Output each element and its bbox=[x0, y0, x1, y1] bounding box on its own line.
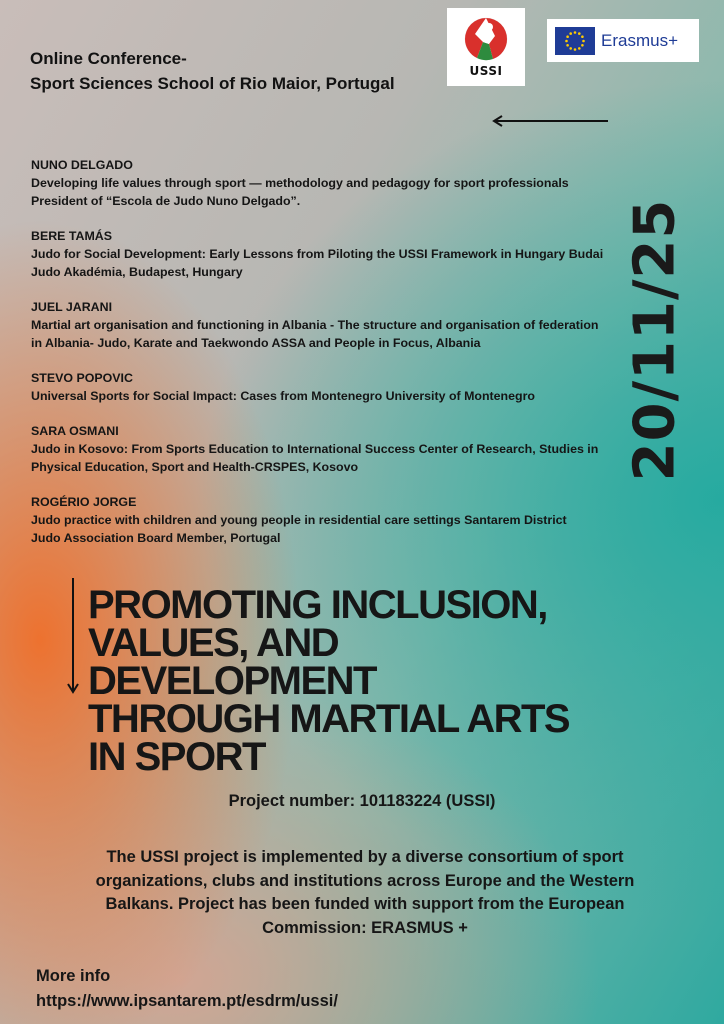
conference-venue: Sport Sciences School of Rio Maior, Portugal bbox=[30, 74, 395, 93]
title-line: IN SPORT bbox=[88, 735, 265, 779]
speaker-affiliation: President of “Escola de Judo Nuno Delgado”. bbox=[31, 194, 301, 208]
speaker-topic: Judo in Kosovo: From Sports Education to International Success Center of Research, Studies in bbox=[31, 442, 599, 456]
title-line: THROUGH MARTIAL ARTS bbox=[88, 697, 570, 741]
speaker-name: ROGÉRIO JORGE bbox=[31, 495, 137, 509]
speaker-affiliation: Judo Akadémia, Budapest, Hungary bbox=[31, 265, 243, 279]
speaker-list bbox=[31, 156, 611, 564]
conference-header bbox=[30, 46, 395, 96]
ussi-emblem-icon bbox=[463, 16, 509, 62]
erasmus-logo-text: Erasmus+ bbox=[601, 30, 678, 50]
speaker-name: JUEL JARANI bbox=[31, 300, 113, 314]
event-title bbox=[88, 583, 570, 779]
speaker-entry bbox=[31, 422, 611, 476]
speaker-topic: Developing life values through sport — methodology and pedagogy for sport professionals bbox=[31, 176, 569, 190]
speaker-name: NUNO DELGADO bbox=[31, 158, 133, 172]
funding-statement bbox=[70, 846, 660, 940]
speaker-name: SARA OSMANI bbox=[31, 424, 119, 438]
erasmus-logo bbox=[547, 19, 699, 62]
speaker-entry bbox=[31, 369, 611, 405]
title-line: PROMOTING INCLUSION, bbox=[88, 583, 547, 627]
speaker-name: STEVO POPOVIC bbox=[31, 371, 133, 385]
project-number: Project number: 101183224 (USSI) bbox=[228, 792, 496, 810]
ussi-logo bbox=[447, 8, 525, 86]
more-info-link[interactable]: https://www.ipsantarem.pt/esdrm/ussi/ bbox=[36, 992, 338, 1010]
title-line: VALUES, AND bbox=[88, 621, 339, 665]
conference-type: Online Conference- bbox=[30, 49, 187, 68]
funding-line: Balkans. Project has been funded with support from the European bbox=[105, 895, 625, 913]
speaker-topic: Martial art organisation and functioning in Albania - The structure and organisation of federation bbox=[31, 318, 599, 332]
speaker-topic: Universal Sports for Social Impact: Cases from Montenegro University of Montenegro bbox=[31, 389, 535, 403]
arrow-left-icon bbox=[490, 114, 610, 128]
event-date: 20/11/25 bbox=[622, 198, 688, 482]
more-info bbox=[36, 964, 338, 1014]
ussi-logo-text: USSI bbox=[469, 64, 503, 78]
speaker-entry bbox=[31, 493, 611, 547]
funding-line: organizations, clubs and institutions across Europe and the Western bbox=[95, 871, 635, 890]
funding-line: Commission: ERASMUS + bbox=[262, 918, 468, 937]
funding-line: The USSI project is implemented by a diverse consortium of sport bbox=[106, 848, 624, 866]
speaker-name: BERE TAMÁS bbox=[31, 229, 112, 243]
title-line: DEVELOPMENT bbox=[88, 659, 376, 703]
speaker-affiliation: in Albania- Judo, Karate and Taekwondo ASSA and People in Focus, Albania bbox=[31, 336, 481, 350]
speaker-topic: Judo practice with children and young people in residential care settings Santarem District bbox=[31, 513, 567, 527]
more-info-label: More info bbox=[36, 967, 111, 985]
speaker-entry bbox=[31, 156, 611, 210]
speaker-affiliation: Physical Education, Sport and Health-CRSPES, Kosovo bbox=[31, 460, 359, 474]
eu-flag-icon bbox=[555, 27, 595, 55]
speaker-affiliation: Judo Association Board Member, Portugal bbox=[31, 531, 281, 545]
speaker-entry bbox=[31, 227, 611, 281]
arrow-down-icon bbox=[66, 578, 80, 696]
speaker-topic: Judo for Social Development: Early Lessons from Piloting the USSI Framework in Hungary Budai bbox=[31, 247, 604, 261]
speaker-entry bbox=[31, 298, 611, 352]
